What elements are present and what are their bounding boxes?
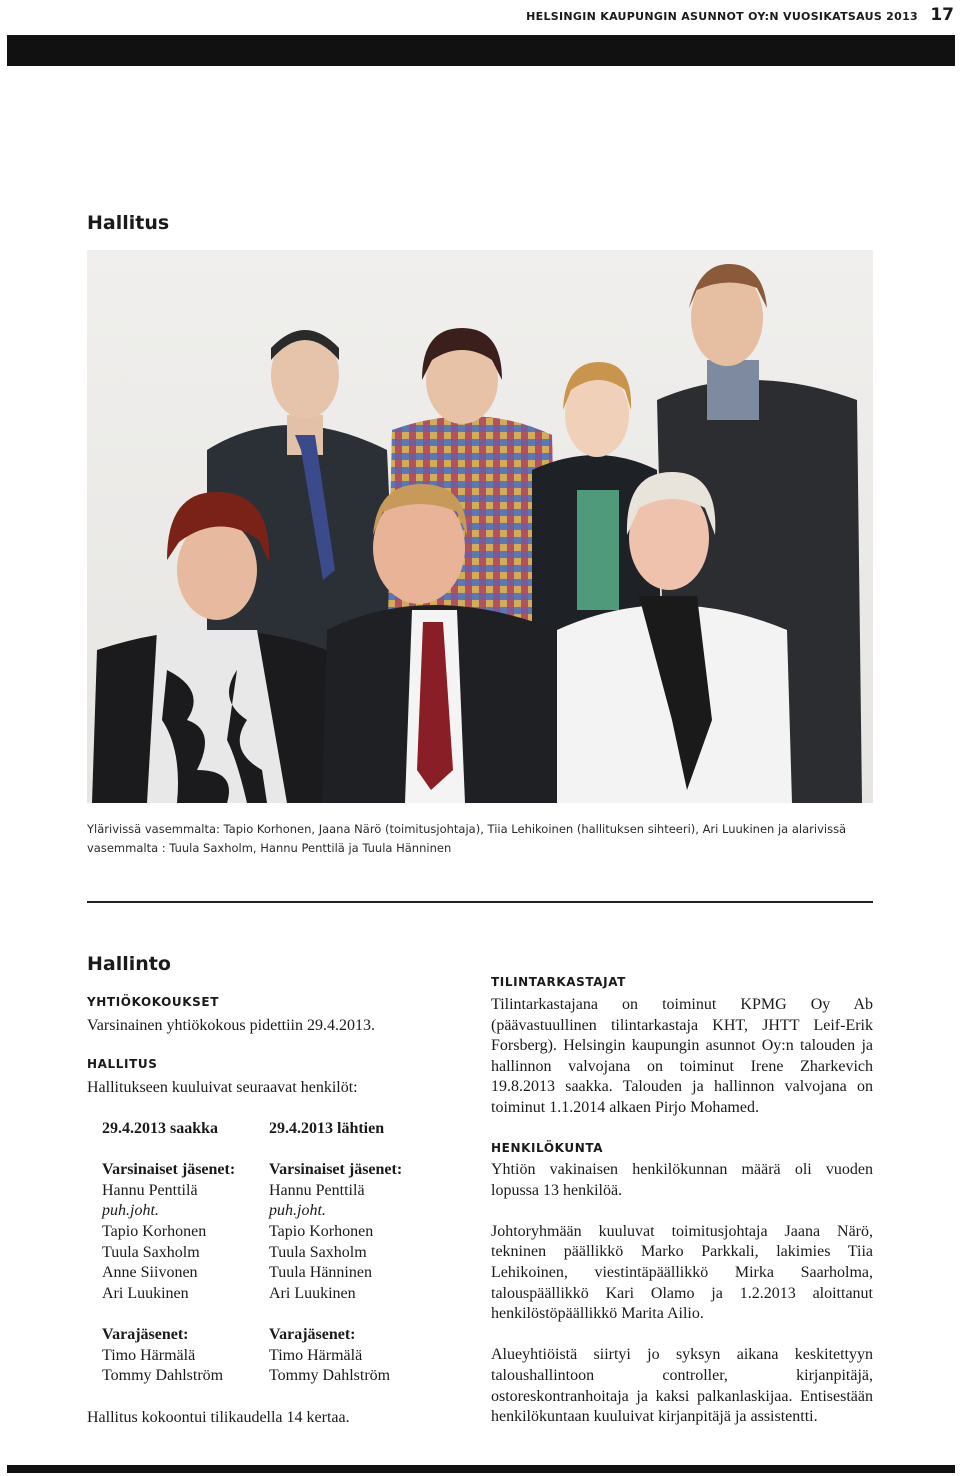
col1-member: Hannu Penttilä <box>102 1181 198 1199</box>
board-photo-illustration <box>87 250 873 803</box>
col2-member: Tuula Saxholm <box>269 1243 367 1261</box>
subhead-henkilokunta: HENKILÖKUNTA <box>491 1141 604 1155</box>
henkilokunta-paragraph-3: Alueyhtiöistä siirtyi jo syksyn aikana keskitettyyn taloushallintoon controller, kirjanpitäjä, ostoreskontranhoitaja ja kaksi palkanlaskijaa. Entisestään henkilökuntaan kuuluivat kirjanpitäjä ja assistentti. <box>491 1346 873 1426</box>
col1-members-label: Varsinaiset jäsenet: <box>102 1161 236 1179</box>
tilintarkastajat-paragraph: Tilintarkastajana on toiminut KPMG Oy Ab (päävastuullinen tilintarkastaja KHT, JHTT Leif-Erik Forsberg). Helsingin kaupungin asunnot Oy:n talouden ja hallinnon valvojana on toiminut Irene Zharkevich 19.8.2013 saakka. Talouden ja hallinnon valvojana on toiminut 1.1.2014 alkaen Pirjo Mohamed. <box>491 996 873 1116</box>
col1-deputy: Tommy Dahlström <box>102 1367 224 1385</box>
col2-members-label: Varsinaiset jäsenet: <box>269 1161 403 1179</box>
col2-member: Tapio Korhonen <box>269 1222 374 1240</box>
tilintarkastajat-text <box>491 995 873 1119</box>
caption-line-1: Ylärivissä vasemmalta: Tapio Korhonen, Jaana Närö (toimitusjohtaja), Tiia Lehikoinen (hallituksen sihteeri), Ari Luukinen ja alarivissä <box>87 822 847 836</box>
bottom-bar <box>7 1465 955 1473</box>
subhead-hallitus: HALLITUS <box>87 1057 158 1071</box>
col1-member: Tuula Saxholm <box>102 1243 200 1261</box>
photo-caption <box>87 820 873 858</box>
col2-member: Ari Luukinen <box>269 1284 356 1302</box>
col1-member: Anne Siivonen <box>102 1264 198 1282</box>
col2-member-role: puh.joht. <box>269 1202 326 1220</box>
col2-member: Hannu Penttilä <box>269 1181 365 1199</box>
publication-header: HELSINGIN KAUPUNGIN ASUNNOT OY:N VUOSIKATSAUS 2013 <box>526 10 918 23</box>
board-column-before <box>102 1119 235 1387</box>
col1-member: Tapio Korhonen <box>102 1222 207 1240</box>
col1-date: 29.4.2013 saakka <box>102 1120 219 1137</box>
henkilokunta-text <box>491 1160 873 1428</box>
section-title-hallitus: Hallitus <box>87 212 170 234</box>
col2-deputies-label: Varajäsenet: <box>269 1325 356 1343</box>
meetings-text: Hallitus kokoontui tilikaudella 14 kertaa. <box>87 1409 350 1426</box>
top-banner-bar <box>7 35 955 66</box>
col1-member: Ari Luukinen <box>102 1284 189 1302</box>
henkilokunta-paragraph-1: Yhtiön vakinaisen henkilökunnan määrä oli vuoden lopussa 13 henkilöä. <box>491 1161 873 1199</box>
hallitus-text: Hallitukseen kuuluivat seuraavat henkilöt: <box>87 1079 358 1096</box>
section-title-hallinto: Hallinto <box>87 953 171 975</box>
col1-deputies-label: Varajäsenet: <box>102 1325 189 1343</box>
col2-date: 29.4.2013 lähtien <box>269 1120 385 1137</box>
col2-deputy: Timo Härmälä <box>269 1346 363 1364</box>
col1-deputy: Timo Härmälä <box>102 1346 196 1364</box>
section-divider <box>87 901 873 903</box>
col2-deputy: Tommy Dahlström <box>269 1367 391 1385</box>
col1-member-role: puh.joht. <box>102 1202 159 1220</box>
subhead-tilintarkastajat: TILINTARKASTAJAT <box>491 975 626 989</box>
page-number: 17 <box>930 5 954 25</box>
subhead-yhtiokokoukset: YHTIÖKOKOUKSET <box>87 995 219 1009</box>
board-column-after <box>269 1119 402 1387</box>
col2-member: Tuula Hänninen <box>269 1264 372 1282</box>
yhtiokokoukset-text: Varsinainen yhtiökokous pidettiin 29.4.2013. <box>87 1017 375 1034</box>
board-group-photo <box>87 250 873 803</box>
caption-line-2: vasemmalta : Tuula Saxholm, Hannu Penttilä ja Tuula Hänninen <box>87 841 452 855</box>
henkilokunta-paragraph-2: Johtoryhmään kuuluvat toimitusjohtaja Jaana Närö, tekninen päällikkö Marko Parkkali, lakimies Tiia Lehikoinen, viestintäpäällikkö Mirka Saarholma, talouspäällikkö Kari Olamo ja 1.2.2013 aloittanut henkilöstöpäällikkö Marita Ailio. <box>491 1222 873 1323</box>
